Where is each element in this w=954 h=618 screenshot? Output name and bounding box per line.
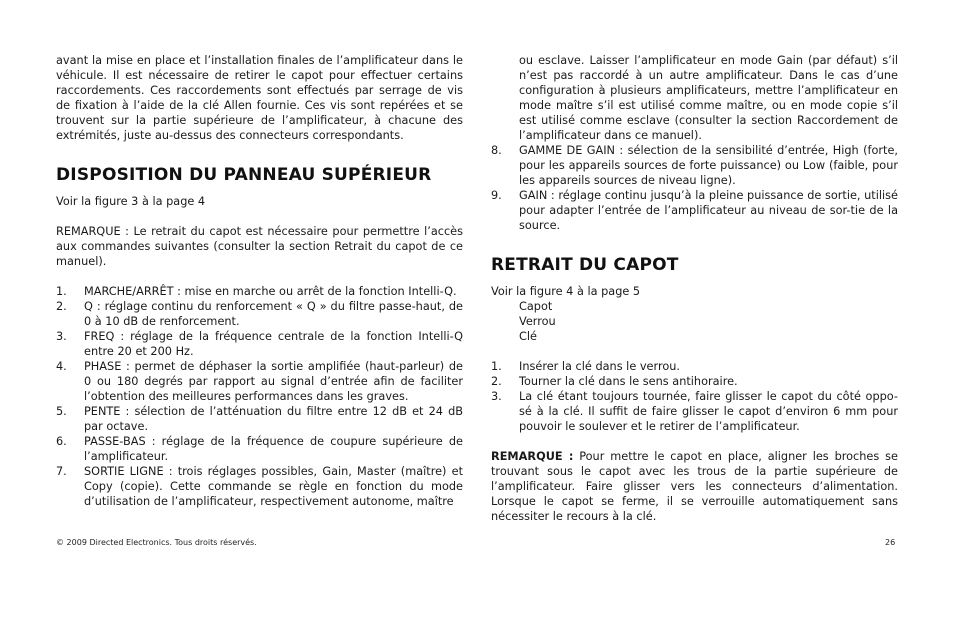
left-column bbox=[56, 53, 463, 509]
right-column bbox=[491, 53, 898, 524]
part-label: Capot bbox=[519, 300, 553, 313]
steps-list bbox=[491, 359, 898, 434]
list-item: 4. PHASE : permet de déphaser la sortie amplifiée (haut-parleur) de 0 ou 180 degrés par rapport au signal d’entrée afin de faciliter l’obtention des meilleures performances dans les graves. bbox=[56, 360, 463, 403]
list-item: 2. Tourner la clé dans le sens antihoraire. bbox=[491, 375, 738, 388]
part-label: Verrou bbox=[519, 315, 556, 328]
list-item: 3. FREQ : réglage de la fréquence centrale de la fonction Intelli-Q entre 20 et 200 Hz. bbox=[56, 330, 463, 358]
figure-reference: Voir la figure 4 à la page 5 bbox=[491, 285, 641, 298]
page-number: 26 bbox=[885, 538, 896, 547]
intro-paragraph: avant la mise en place et l’installation finales de l’amplificateur dans le véhicule. Il est nécessaire de retirer le capot pour effectuer certains raccordements. Ces raccordements sont effectués par serrage de vis de fixation à l’aide de la clé Allen fournie. Ces vis sont repérées et se trouvent sur la partie supérieure de l’amplificateur, à chacune des extrémités, juste au-dessus des connecteurs correspondants. bbox=[56, 54, 463, 142]
list-item: 6. PASSE-BAS : réglage de la fréquence de coupure supérieure de l’amplificateur. bbox=[56, 435, 463, 463]
list-item: 1. Insérer la clé dans le verrou. bbox=[491, 360, 681, 373]
figure-reference: Voir la figure 3 à la page 4 bbox=[56, 195, 206, 208]
copyright-footer: © 2009 Directed Electronics. Tous droits réservés. bbox=[56, 538, 257, 547]
list-item: 1. MARCHE/ARRÊT : mise en marche ou arrêt de la fonction Intelli-Q. bbox=[56, 285, 457, 298]
list-item: 3. La clé étant toujours tournée, faire glisser le capot du côté oppo-sé à la clé. Il suffit de faire glisser le capot d’environ 6 mm pour pouvoir le soulever et le retirer de l’amplificateur. bbox=[491, 390, 898, 433]
parts-list bbox=[491, 299, 898, 344]
list-item: 5. PENTE : sélection de l’atténuation du filtre entre 12 dB et 24 dB par octave. bbox=[56, 405, 463, 433]
controls-list-continued bbox=[491, 143, 898, 233]
section-heading-top-panel: DISPOSITION DU PANNEAU SUPÉRIEUR bbox=[56, 165, 432, 185]
remark-paragraph bbox=[491, 449, 898, 524]
list-item-continuation: ou esclave. Laisser l’amplificateur en mode Gain (par défaut) s’il n’est pas raccordé à un autre amplificateur. Dans le cas d’une configuration à plusieurs amplificateurs, mettre l’amplificateur en mode maître s’il est utilisé comme maître, ou en mode copie s’il est utilisé comme esclave (consulter la section Raccordement de l’amplificateur dans ce manuel). bbox=[519, 54, 898, 142]
remark-text: Pour mettre le capot en place, aligner les broches se trouvant sous le capot avec les trous de la partie supérieure de l’amplificateur. Faire glisser vers les connecteurs d’alimentation. Lorsque le capot se ferme, il se verrouille automatiquement sans nécessiter le recours à la clé. bbox=[491, 450, 898, 523]
part-label: Clé bbox=[519, 330, 537, 343]
remark-paragraph: REMARQUE : Le retrait du capot est nécessaire pour permettre l’accès aux commandes suivantes (consulter la section Retrait du capot de ce manuel). bbox=[56, 225, 463, 268]
list-item: 7. SORTIE LIGNE : trois réglages possibles, Gain, Master (maître) et Copy (copie). Cette commande se règle en fonction du mode d’utilisation de l’amplificateur, respectivement autonome, maître bbox=[56, 465, 463, 508]
list-item: 8. GAMME DE GAIN : sélection de la sensibilité d’entrée, High (forte, pour les appareils sources de forte puissance) ou Low (faible, pour les appareils sources de niveau ligne). bbox=[491, 144, 898, 187]
list-item: 2. Q : réglage continu du renforcement « Q » du filtre passe-haut, de 0 à 10 dB de renforcement. bbox=[56, 300, 463, 328]
section-heading-cover-removal: RETRAIT DU CAPOT bbox=[491, 255, 679, 275]
remark-label: REMARQUE : bbox=[491, 450, 574, 463]
list-item: 9. GAIN : réglage continu jusqu’à la pleine puissance de sortie, utilisé pour adapter l’entrée de l’amplificateur au niveau de sor-tie de la source. bbox=[491, 189, 898, 232]
controls-list bbox=[56, 284, 463, 509]
